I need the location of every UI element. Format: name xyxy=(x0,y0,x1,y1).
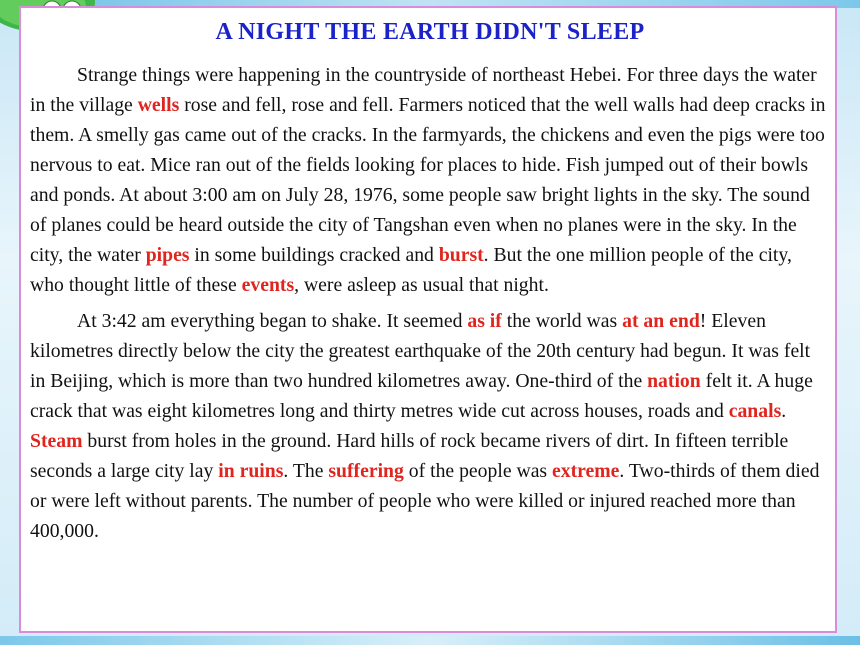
highlighted-keyword: Steam xyxy=(30,430,83,452)
reading-panel xyxy=(19,6,837,633)
highlighted-keyword: suffering xyxy=(328,460,404,482)
highlighted-keyword: extreme xyxy=(552,460,620,482)
text-segment: ! Eleven kilometres directly below the city the greatest earthquake of the 20th century had begun. It was felt in Beijing, which is more than two hundred kilometres away. One-third of the xyxy=(30,310,811,392)
text-segment: At 3:42 am everything began to shake. It seemed xyxy=(77,310,468,332)
highlighted-keyword: events xyxy=(241,274,295,296)
highlighted-keyword: canals xyxy=(728,400,782,422)
text-segment: . The xyxy=(283,460,329,482)
highlighted-keyword: pipes xyxy=(145,244,190,266)
text-segment: burst from holes in the ground. Hard hills of rock became rivers of dirt. In fifteen terrible seconds a large city lay xyxy=(30,430,789,482)
highlighted-keyword: burst xyxy=(438,244,484,266)
page-title: A NIGHT THE EARTH DIDN'T SLEEP xyxy=(215,19,645,45)
text-segment: Strange things were happening in the countryside of northeast Hebei. For three days the water in the village xyxy=(30,64,817,116)
highlighted-keyword: wells xyxy=(137,94,180,116)
text-segment: the world was xyxy=(501,310,623,332)
text-segment: felt it. A huge crack that was eight kilometres long and thirty metres wide cut across houses, roads and xyxy=(30,370,813,422)
text-segment: . Two-thirds of them died or were left without parents. The number of people who were killed or injured reached more than 400,000. xyxy=(30,460,820,542)
highlighted-keyword: in ruins xyxy=(218,460,284,482)
highlighted-keyword: as if xyxy=(467,310,502,332)
highlighted-keyword: nation xyxy=(647,370,701,392)
text-segment: of the people was xyxy=(403,460,553,482)
text-segment: , were asleep as usual that night. xyxy=(294,274,549,296)
article-body xyxy=(30,60,830,546)
text-segment: . But the one million people of the city, who thought little of these xyxy=(30,244,792,296)
paragraph-2 xyxy=(30,306,830,546)
bottom-decor-stripe xyxy=(0,636,860,645)
paragraph-1 xyxy=(30,60,830,300)
text-segment: . xyxy=(781,400,787,422)
text-segment: rose and fell, rose and fell. Farmers noticed that the well walls had deep cracks in them. A smelly gas came out of the cracks. In the farmyards, the chickens and even the pigs were too nervous to eat. Mice ran out of the fields looking for places to hide. Fish jumped out of their bowls and ponds. At about 3:00 am on July 28, 1976, some people saw bright lights in the sky. The sound of planes could be heard outside the city of Tangshan even when no planes were in the sky. In the city, the water xyxy=(30,94,826,266)
text-segment: in some buildings cracked and xyxy=(189,244,439,266)
highlighted-keyword: at an end xyxy=(622,310,700,332)
